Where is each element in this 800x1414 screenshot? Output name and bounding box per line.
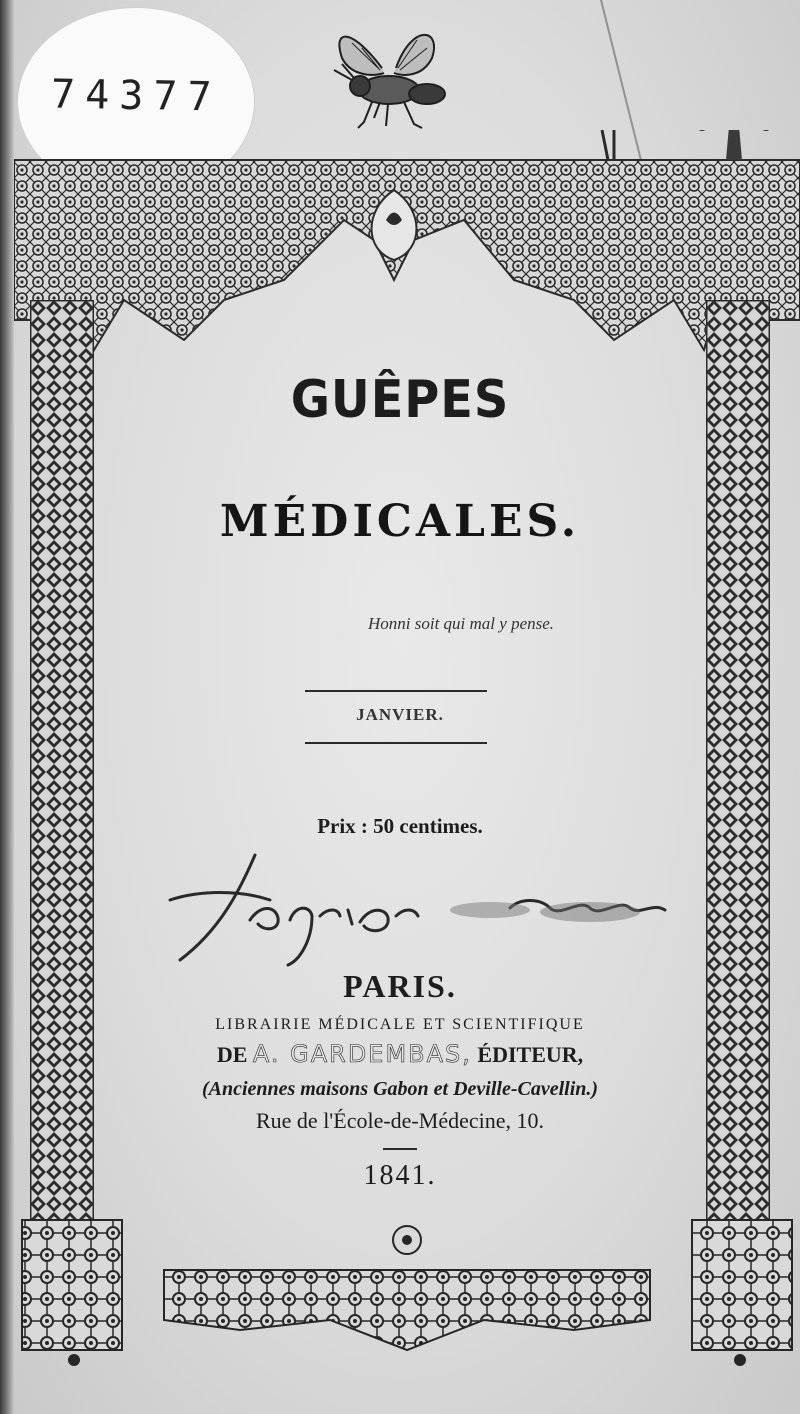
imprint-address: Rue de l'École-de-Médecine, 10. [255, 1108, 544, 1133]
motto: Honni soit qui mal y pense. [368, 614, 555, 633]
cover-subtitle: MÉDICALES. [219, 496, 581, 547]
handwritten-annotation [160, 850, 680, 970]
imprint-bookshop: LIBRAIRIE MÉDICALE ET SCIENTIFIQUE [215, 1016, 585, 1033]
imprint-former-houses: (Anciennes maisons Gabon et Deville-Cavellin.) [201, 1078, 599, 1100]
cover-title: GUÊPES [290, 370, 510, 430]
divider-top [305, 690, 487, 692]
imprint-prefix: DE [216, 1042, 248, 1067]
imprint-city: PARIS. [343, 968, 457, 1004]
publication-year: 1841. [363, 1160, 437, 1191]
year-divider [383, 1148, 417, 1150]
issue-month: JANVIER. [356, 705, 444, 724]
imprint-publisher: A. GARDEMBAS, [252, 1040, 472, 1068]
bottom-ornament [14, 1200, 800, 1370]
wasp-illustration [322, 18, 458, 138]
accession-number: 74377 [50, 71, 222, 121]
top-ornament [14, 130, 800, 360]
imprint-role: ÉDITEUR, [477, 1042, 584, 1067]
imprint-publisher-line [0, 1040, 800, 1068]
divider-bottom [305, 742, 487, 744]
price-line: Prix : 50 centimes. [317, 814, 483, 838]
